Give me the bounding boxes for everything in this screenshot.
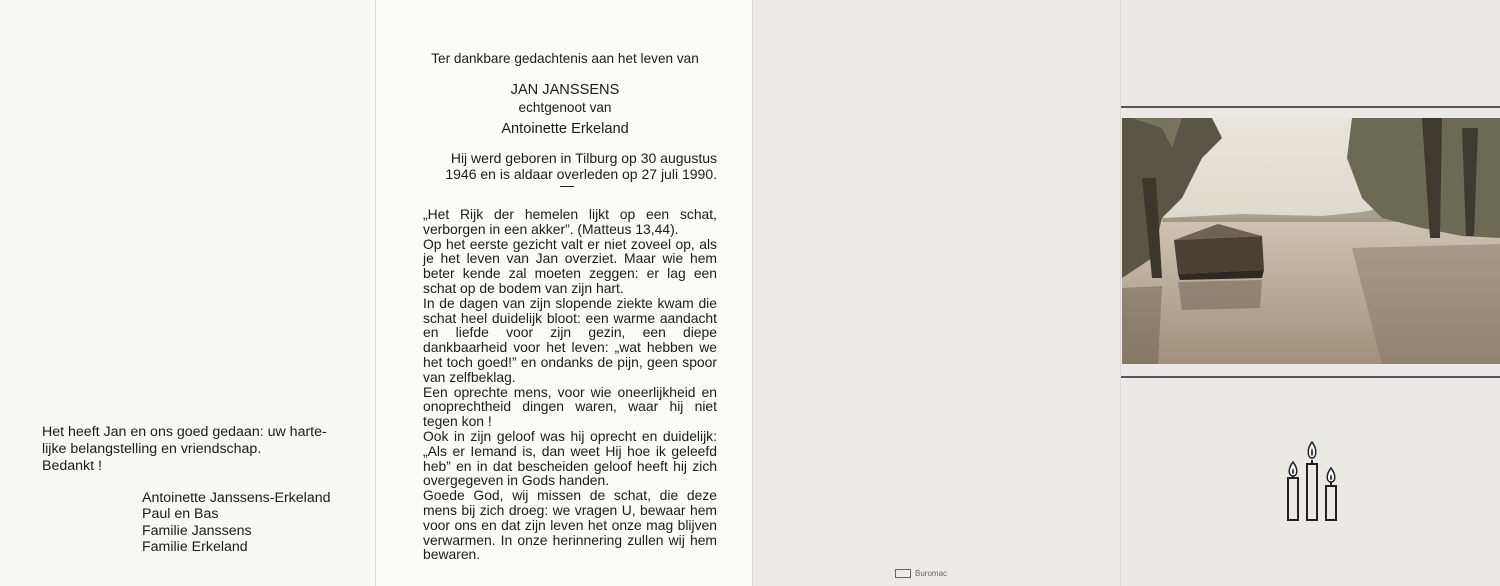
- thanks-message: [42, 424, 342, 475]
- relation-text: echtgenoot van: [518, 100, 612, 115]
- fold-line: [752, 0, 753, 586]
- signer: Familie Erkeland: [142, 539, 248, 556]
- printer-name: Buromac: [915, 569, 948, 578]
- signer: Familie Janssens: [142, 522, 252, 539]
- three-candles-icon: [1280, 438, 1350, 529]
- memorial-paragraph: Goede God, wij missen de schat, die deze mens bij zich droeg: we vragen U, bewaar hem voor ons en dat zijn leven het onze mag blijven verwarmen. In onze herinnering zullen wij hem bewaren.: [423, 487, 717, 563]
- birth-death-text: Hij werd geboren in Tilburg op 30 augustus 1946 en is aldaar overleden op 27 juli 1990.: [445, 150, 717, 182]
- fold-line: [375, 0, 376, 586]
- thanks-panel: [0, 0, 375, 586]
- cover-panel: [1120, 0, 1500, 586]
- memorial-paragraph: Een oprechte mens, voor wie oneerlijkheid en onoprechtheid dingen waren, waar hij niet tegen kon !: [423, 383, 717, 430]
- memorial-paragraph: „Het Rijk der hemelen lijkt op een schat, verborgen in een akker”. (Matteus 13,44).: [423, 206, 717, 237]
- name-block: [415, 81, 715, 138]
- back-panel: [752, 0, 1120, 586]
- deceased-name: JAN JANSSENS: [510, 82, 620, 98]
- printer-mark: [895, 569, 947, 578]
- memorial-panel: [375, 0, 752, 586]
- signer: Antoinette Janssens-Erkeland: [142, 490, 331, 506]
- memorial-paragraph: In de dagen van zijn slopende ziekte kwam die schat heel duidelijk bloot: een warme aandacht en liefde voor zijn gezin, een diepe dankbaarheid voor het leven: „wat hebben we het toch goed!” en ondanks de pijn, geen spoor van zelfbeklag.: [423, 294, 717, 385]
- bottom-rule: [1120, 376, 1500, 378]
- printer-logo-icon: [895, 569, 911, 578]
- signer: Paul en Bas: [142, 506, 219, 523]
- fold-line: [1120, 0, 1121, 586]
- thanks-line: Het heeft Jan en ons goed gedaan: uw harte-: [42, 424, 327, 440]
- memorial-intro: Ter dankbare gedachtenis aan het leven van: [431, 51, 699, 66]
- thanks-line: Bedankt !: [42, 458, 102, 474]
- top-rule: [1120, 106, 1500, 108]
- river-boat-photo: [1122, 118, 1500, 364]
- thanks-line: lijke belangstelling en vriendschap.: [42, 441, 262, 457]
- memorial-paragraph: Ook in zijn geloof was hij oprecht en duidelijk: „Als er Iemand is, dan weet Hij hoe ik geleefd heb” en in dat bescheiden geloof heeft hij zich overgegeven in Gods handen.: [423, 427, 717, 489]
- signers-list: [142, 490, 331, 556]
- memorial-paragraph: Op het eerste gezicht valt er niet zoveel op, als je het leven van Jan overziet. Maar wie hem beter kende zal moeten zeggen: er lag een schat op de bodem van zijn hart.: [423, 235, 717, 296]
- memorial-body: [423, 207, 717, 562]
- spouse-name: Antoinette Erkeland: [501, 121, 629, 137]
- divider-dash: [560, 186, 574, 187]
